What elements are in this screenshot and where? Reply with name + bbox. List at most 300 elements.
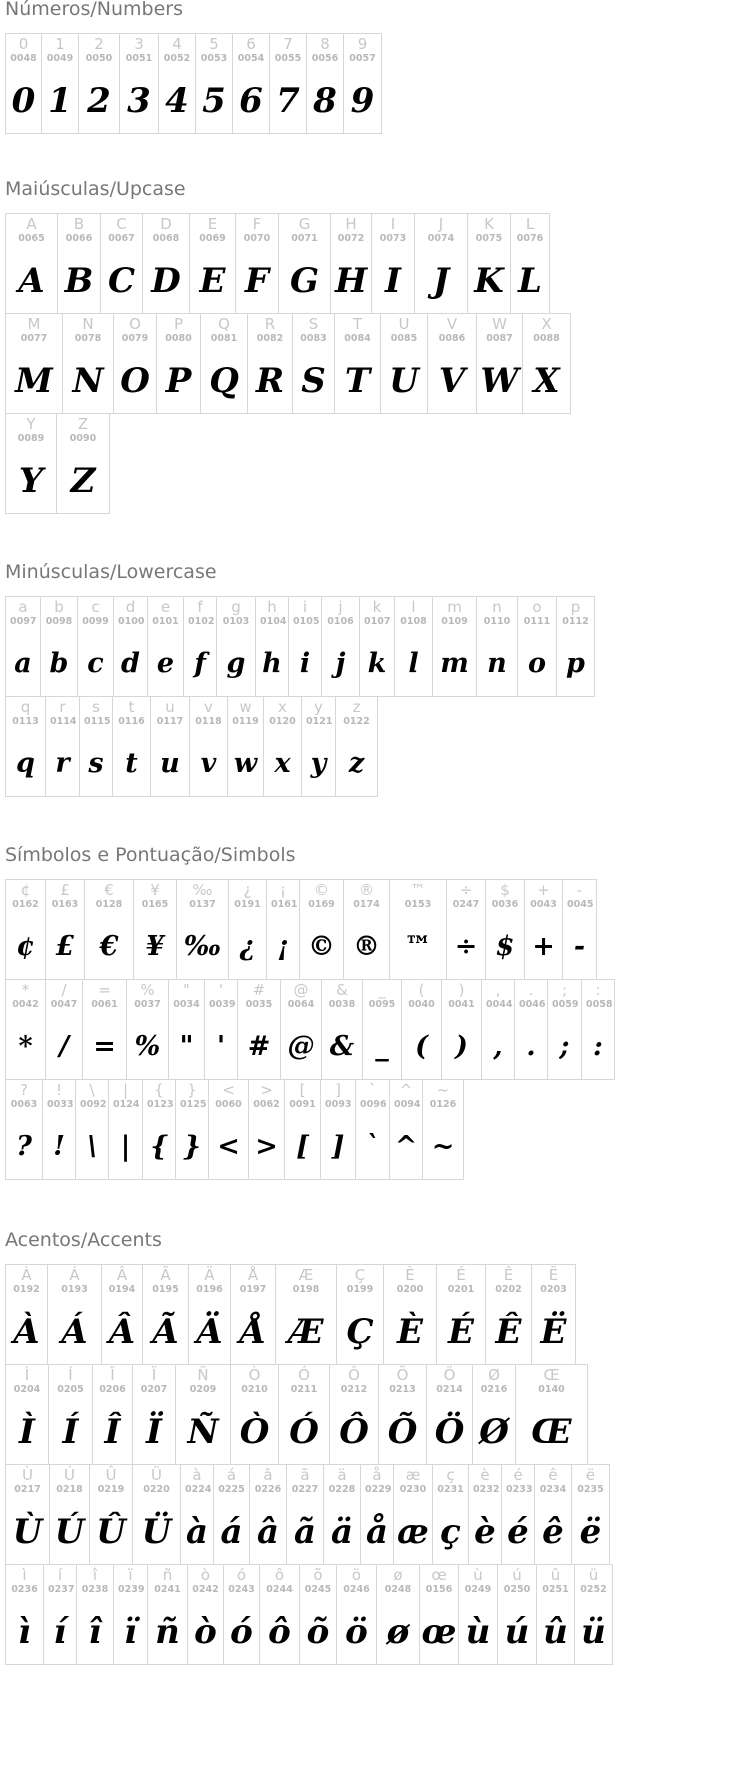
- glyph-char-label: .: [528, 981, 534, 999]
- glyph-cell: [562, 879, 597, 980]
- glyph-code: 0207: [140, 1384, 168, 1395]
- section-lower: [5, 563, 725, 796]
- glyph-cell: [78, 33, 120, 134]
- glyph-cell: [208, 1079, 249, 1180]
- glyph-cell: [175, 1079, 209, 1180]
- glyph-code: 0057: [349, 53, 376, 64]
- glyph-code: 0244: [266, 1584, 293, 1595]
- glyph-char-label: à: [192, 1466, 202, 1484]
- glyph-code: 0070: [243, 233, 271, 244]
- glyph-cell: [485, 879, 525, 980]
- glyph-sample: A: [18, 261, 45, 301]
- glyph-code: 0192: [13, 1284, 40, 1295]
- glyph-sample: ¢: [16, 931, 35, 962]
- glyph-sample: {: [150, 1131, 168, 1162]
- glyph-code: 0201: [447, 1284, 475, 1295]
- glyph-sample: Ç: [346, 1312, 374, 1352]
- glyph-sample: -: [573, 931, 586, 962]
- glyph-char-label: €: [104, 881, 114, 899]
- glyph-cell: [278, 213, 331, 314]
- glyph-cell: [476, 596, 518, 697]
- glyph-char-label: ø: [393, 1566, 403, 1584]
- glyph-char-label: ;: [561, 981, 568, 999]
- glyph-char-label: Î: [110, 1366, 115, 1384]
- glyph-char-label: r: [59, 698, 66, 716]
- glyph-code: 0118: [195, 716, 222, 727]
- glyph-sample: m: [440, 648, 469, 679]
- glyph-cell: [5, 1364, 49, 1465]
- glyph-sample: å: [365, 1512, 389, 1552]
- glyph-cell: [524, 879, 563, 980]
- glyph-char-label: P: [173, 315, 184, 333]
- glyph-sample: 2: [87, 81, 111, 121]
- glyph-sample: Í: [62, 1412, 79, 1452]
- glyph-code: 0128: [95, 899, 123, 910]
- glyph-cell: [360, 1464, 394, 1565]
- glyph-char-label: 5: [209, 35, 219, 53]
- glyph-cell: [92, 1364, 133, 1465]
- glyph-char-label: F: [252, 215, 262, 233]
- glyph-sample: 5: [202, 81, 226, 121]
- glyph-code: 0230: [399, 1484, 427, 1495]
- glyph-cell: [330, 213, 372, 314]
- glyph-char-label: ¿: [243, 881, 252, 899]
- glyph-cell: [142, 1264, 189, 1365]
- glyph-sample: É: [448, 1312, 474, 1352]
- glyph-code: 0248: [384, 1584, 412, 1595]
- glyph-char-label: J: [438, 215, 444, 233]
- glyph-sample: í: [53, 1612, 67, 1652]
- glyph-code: 0224: [185, 1484, 212, 1495]
- glyph-sample: I: [385, 261, 401, 301]
- glyph-char-label: Ó: [298, 1366, 310, 1384]
- glyph-cell: [183, 596, 217, 697]
- glyph-code: 0156: [425, 1584, 453, 1595]
- glyph-char-label: >: [260, 1081, 273, 1099]
- glyph-code: 0234: [539, 1484, 567, 1495]
- glyph-char-label: m: [447, 598, 462, 616]
- glyph-sample: Ø: [479, 1412, 509, 1452]
- glyph-code: 0071: [291, 233, 318, 244]
- glyph-char-label: ï: [128, 1566, 133, 1584]
- glyph-code: 0034: [173, 999, 200, 1010]
- glyph-char-label: B: [73, 215, 85, 233]
- glyph-cell: [476, 313, 523, 414]
- glyph-char-label: Ã: [160, 1266, 171, 1284]
- glyph-code: 0194: [108, 1284, 136, 1295]
- glyph-cell: [45, 879, 85, 980]
- glyph-code: 0067: [108, 233, 135, 244]
- glyph-sample: ç: [440, 1512, 461, 1552]
- glyph-sample: @: [287, 1031, 315, 1062]
- glyph-char-label: Œ: [543, 1366, 560, 1384]
- glyph-sample: c: [87, 648, 104, 679]
- glyph-sample: T: [344, 361, 371, 401]
- glyph-sample: !: [53, 1131, 65, 1162]
- glyph-cell: [213, 1464, 250, 1565]
- glyph-cell: [362, 979, 402, 1080]
- glyph-cell: [5, 33, 42, 134]
- glyph-sample: ¡: [277, 931, 289, 962]
- glyph-code: 0098: [45, 616, 73, 627]
- glyph-sample: è: [474, 1512, 496, 1552]
- glyph-char-label: Ø: [488, 1366, 500, 1384]
- glyph-code: 0124: [113, 1099, 140, 1110]
- glyph-char-label: i: [302, 598, 308, 616]
- glyph-cell: [237, 979, 281, 1080]
- glyph-sample: i: [299, 648, 311, 679]
- glyph-char-label: 2: [94, 35, 104, 53]
- glyph-sample: &: [329, 1031, 355, 1062]
- glyph-code: 0064: [287, 999, 315, 1010]
- glyph-sample: é: [507, 1512, 529, 1552]
- glyph-char-label: d: [125, 598, 136, 616]
- glyph-sample: â: [256, 1512, 280, 1552]
- section-symbols: [5, 846, 725, 1179]
- glyph-code: 0055: [274, 53, 302, 64]
- glyph-code: 0200: [396, 1284, 424, 1295]
- glyph-sample: Õ: [387, 1412, 418, 1452]
- glyph-cell: [284, 1079, 321, 1180]
- glyph-char-label: U: [398, 315, 410, 333]
- glyph-cell: [133, 879, 177, 980]
- glyph-code: 0045: [567, 899, 594, 910]
- glyph-char-label: $: [500, 881, 510, 899]
- glyph-char-label: T: [352, 315, 363, 333]
- glyph-code: 0165: [141, 899, 169, 910]
- glyph-code: 0231: [437, 1484, 464, 1495]
- glyph-sample: $: [495, 931, 515, 962]
- glyph-cell: [176, 879, 229, 980]
- glyph-cell: [426, 1364, 473, 1465]
- glyph-code: 0090: [69, 433, 97, 444]
- glyph-code: 0056: [311, 53, 339, 64]
- glyph-code: 0051: [125, 53, 153, 64]
- glyph-code: 0082: [256, 333, 284, 344]
- glyph-sample: }: [183, 1131, 201, 1162]
- glyph-cell: [5, 1464, 50, 1565]
- glyph-cell: [280, 979, 322, 1080]
- glyph-char-label: Ô: [348, 1366, 360, 1384]
- glyph-code: 0079: [121, 333, 149, 344]
- glyph-code: 0106: [327, 616, 354, 627]
- glyph-code: 0044: [486, 999, 513, 1010]
- glyph-char-label: O: [129, 315, 141, 333]
- glyph-char-label: û: [550, 1566, 561, 1584]
- glyph-cell: [5, 213, 58, 314]
- glyph-sample: 0: [11, 81, 36, 121]
- glyph-code: 0243: [228, 1584, 255, 1595]
- glyph-char-label: D: [160, 215, 172, 233]
- glyph-code: 0247: [452, 899, 480, 910]
- glyph-code: 0206: [99, 1384, 126, 1395]
- glyph-code: 0211: [290, 1384, 318, 1395]
- glyph-sample: ô: [268, 1612, 291, 1652]
- glyph-char-label: b: [54, 598, 64, 616]
- glyph-cell: [436, 1264, 486, 1365]
- glyph-char-label: :: [595, 981, 601, 999]
- glyph-code: 0039: [209, 999, 236, 1010]
- glyph-char-label: /: [61, 981, 67, 999]
- glyph-code: 0252: [580, 1584, 607, 1595]
- glyph-cell: [227, 696, 264, 797]
- glyph-code: 0081: [210, 333, 238, 344]
- glyph-cell: [320, 1079, 356, 1180]
- glyph-cell: [113, 1564, 148, 1665]
- glyph-cell: [112, 696, 151, 797]
- glyph-code: 0237: [48, 1584, 75, 1595]
- glyph-code: 0091: [289, 1099, 316, 1110]
- glyph-code: 0214: [436, 1384, 463, 1395]
- glyph-char-label: ò: [200, 1566, 211, 1584]
- glyph-code: 0225: [218, 1484, 245, 1495]
- glyph-code: 0163: [51, 899, 79, 910]
- glyph-cell: [581, 979, 615, 1080]
- glyph-code: 0198: [292, 1284, 320, 1295]
- glyph-char-label: %: [140, 981, 155, 999]
- glyph-cell: [5, 413, 57, 514]
- glyph-char-label: ™: [410, 881, 426, 899]
- glyph-char-label: ¡: [279, 881, 286, 899]
- glyph-cell: [485, 1264, 532, 1365]
- glyph-cell: [468, 1464, 502, 1565]
- glyph-char-label: f: [197, 598, 203, 616]
- glyph-char-label: p: [570, 598, 581, 616]
- glyph-sample: 4: [165, 81, 189, 121]
- glyph-sample: Ò: [239, 1412, 270, 1452]
- glyph-char-label: ': [218, 981, 224, 999]
- glyph-sample: >: [255, 1131, 278, 1162]
- glyph-code: 0087: [486, 333, 513, 344]
- glyph-sample: 7: [276, 81, 300, 121]
- glyph-grid: [5, 596, 725, 796]
- glyph-code: 0037: [134, 999, 161, 1010]
- glyph-char-label: x: [278, 698, 287, 716]
- glyph-code: 0043: [530, 899, 557, 910]
- glyph-code: 0049: [46, 53, 74, 64]
- glyph-char-label: c: [91, 598, 100, 616]
- glyph-cell: [62, 313, 114, 414]
- glyph-char-label: a: [18, 598, 28, 616]
- glyph-code: 0069: [199, 233, 226, 244]
- glyph-cell: [292, 313, 335, 414]
- glyph-sample: 3: [127, 81, 151, 121]
- glyph-sample: F: [244, 261, 270, 301]
- glyph-sample: ü: [581, 1612, 606, 1652]
- glyph-code: 0061: [91, 999, 118, 1010]
- glyph-char-label: E: [207, 215, 218, 233]
- glyph-sample: ó: [230, 1612, 253, 1652]
- glyph-cell: [335, 696, 378, 797]
- glyph-sample: q: [16, 748, 35, 779]
- glyph-sample: /: [59, 1031, 69, 1062]
- glyph-sample: Û: [96, 1512, 126, 1552]
- glyph-code: 0096: [360, 1099, 387, 1110]
- glyph-sample: M: [15, 361, 53, 401]
- glyph-cell: [126, 979, 169, 1080]
- glyph-cell: [5, 879, 46, 980]
- glyph-code: 0111: [523, 616, 551, 627]
- glyph-char-label: 0: [18, 35, 29, 53]
- glyph-code: 0060: [215, 1099, 242, 1110]
- glyph-code: 0203: [540, 1284, 567, 1295]
- glyph-code: 0068: [152, 233, 180, 244]
- glyph-code: 0219: [97, 1484, 125, 1495]
- glyph-sample: d: [121, 648, 140, 679]
- glyph-cell: [100, 213, 143, 314]
- glyph-char-label: 4: [172, 35, 182, 53]
- glyph-code: 0088: [533, 333, 560, 344]
- glyph-sample: 8: [313, 81, 337, 121]
- glyph-char-label: Ï: [151, 1366, 157, 1384]
- glyph-cell: [158, 33, 196, 134]
- glyph-char-label: *: [21, 981, 30, 999]
- glyph-cell: [248, 1079, 285, 1180]
- glyph-sample: f: [194, 648, 206, 679]
- section-title: Acentos/Accents: [5, 1229, 162, 1251]
- glyph-sample: E: [199, 261, 226, 301]
- glyph-cell: [355, 1079, 390, 1180]
- glyph-char-label: =: [98, 981, 111, 999]
- glyph-grid: [5, 33, 725, 133]
- glyph-sample: v: [200, 748, 217, 779]
- glyph-char-label: ©: [314, 881, 329, 899]
- glyph-sample: ã: [293, 1512, 317, 1552]
- glyph-sample: ™: [404, 931, 432, 962]
- glyph-code: 0047: [50, 999, 78, 1010]
- glyph-cell: [536, 1564, 575, 1665]
- glyph-char-label: R: [264, 315, 276, 333]
- glyph-sample: _: [375, 1031, 389, 1062]
- glyph-cell: [394, 596, 433, 697]
- glyph-cell: [45, 979, 83, 1080]
- glyph-char-label: z: [352, 698, 361, 716]
- glyph-code: 0114: [50, 716, 77, 727]
- glyph-char-label: Y: [26, 415, 36, 433]
- glyph-char-label: _: [378, 981, 386, 999]
- glyph-cell: [301, 696, 336, 797]
- glyph-cell: [321, 979, 363, 1080]
- glyph-char-label: X: [541, 315, 552, 333]
- glyph-code: 0063: [10, 1099, 38, 1110]
- glyph-cell: [306, 33, 344, 134]
- glyph-sample: .: [526, 1031, 536, 1062]
- glyph-cell: [517, 596, 557, 697]
- glyph-cell: [376, 1564, 420, 1665]
- glyph-code: 0113: [12, 716, 39, 727]
- glyph-char-label: Æ: [298, 1266, 314, 1284]
- glyph-char-label: #: [252, 981, 266, 999]
- glyph-char-label: v: [204, 698, 213, 716]
- glyph-code: 0103: [222, 616, 250, 627]
- glyph-char-label: è: [480, 1466, 490, 1484]
- glyph-char-label: L: [525, 215, 535, 233]
- glyph-code: 0174: [353, 899, 380, 910]
- glyph-cell: [77, 596, 114, 697]
- section-upper: [5, 180, 725, 513]
- glyph-cell: [113, 596, 148, 697]
- glyph-code: 0084: [344, 333, 371, 344]
- glyph-sample: z: [348, 748, 365, 779]
- glyph-char-label: K: [484, 215, 494, 233]
- glyph-cell: [142, 213, 190, 314]
- glyph-char-label: á: [226, 1466, 237, 1484]
- glyph-cell: [467, 213, 511, 314]
- glyph-code: 0052: [163, 53, 191, 64]
- glyph-sample: ì: [18, 1612, 31, 1652]
- glyph-code: 0232: [473, 1484, 500, 1495]
- glyph-sample: P: [165, 361, 192, 401]
- glyph-sample: t: [125, 748, 138, 779]
- glyph-char-label: M: [27, 315, 41, 333]
- glyph-cell: [432, 596, 477, 697]
- glyph-sample: Ü: [141, 1512, 172, 1552]
- glyph-cell: [414, 213, 468, 314]
- glyph-char-label: I: [390, 215, 396, 233]
- glyph-char-label: Ä: [204, 1266, 215, 1284]
- glyph-sample: C: [107, 261, 136, 301]
- glyph-cell: [89, 1464, 133, 1565]
- glyph-sample: Ù: [12, 1512, 43, 1552]
- glyph-cell: [574, 1564, 613, 1665]
- glyph-sample: ï: [124, 1612, 137, 1652]
- glyph-code: 0062: [253, 1099, 280, 1110]
- glyph-code: 0238: [81, 1584, 109, 1595]
- glyph-sample: È: [397, 1312, 423, 1352]
- glyph-char-label: ¥: [150, 881, 160, 899]
- glyph-sample: Z: [70, 461, 96, 501]
- glyph-code: 0233: [506, 1484, 533, 1495]
- glyph-sample: g: [226, 648, 246, 679]
- glyph-sample: ¥: [145, 931, 165, 962]
- section-title: Minúsculas/Lowercase: [5, 561, 217, 583]
- glyph-char-label: ó: [236, 1566, 247, 1584]
- glyph-sample: æ: [397, 1512, 429, 1552]
- glyph-code: 0054: [237, 53, 265, 64]
- glyph-cell: [57, 213, 101, 314]
- glyph-char-label: H: [345, 215, 357, 233]
- glyph-code: 0209: [189, 1384, 217, 1395]
- glyph-char-label: Ç: [354, 1266, 366, 1284]
- glyph-code: 0041: [448, 999, 475, 1010]
- glyph-code: 0108: [400, 616, 427, 627]
- glyph-sample: Œ: [531, 1412, 572, 1452]
- glyph-char-label: Ê: [503, 1266, 514, 1284]
- glyph-sample: U: [389, 361, 419, 401]
- glyph-code: 0075: [475, 233, 503, 244]
- glyph-char-label: ?: [20, 1081, 28, 1099]
- glyph-cell: [323, 1464, 361, 1565]
- glyph-code: 0040: [408, 999, 435, 1010]
- glyph-char-label: Ë: [548, 1266, 559, 1284]
- glyph-sample: j: [335, 648, 346, 679]
- glyph-code: 0251: [542, 1584, 569, 1595]
- glyph-code: 0204: [13, 1384, 41, 1395]
- glyph-code: 0085: [390, 333, 418, 344]
- glyph-sample: %: [134, 1031, 161, 1062]
- glyph-char-label: î: [92, 1566, 98, 1584]
- glyph-cell: [47, 1264, 102, 1365]
- glyph-cell: [56, 413, 110, 514]
- glyph-char-label: æ: [405, 1466, 421, 1484]
- glyph-sample: #: [247, 1031, 271, 1062]
- glyph-code: 0123: [147, 1099, 174, 1110]
- glyph-cell: [380, 313, 428, 414]
- glyph-sample: ‰: [183, 931, 222, 962]
- glyph-char-label: Ò: [248, 1366, 261, 1384]
- glyph-cell: [216, 596, 256, 697]
- glyph-char-label: ö: [351, 1566, 362, 1584]
